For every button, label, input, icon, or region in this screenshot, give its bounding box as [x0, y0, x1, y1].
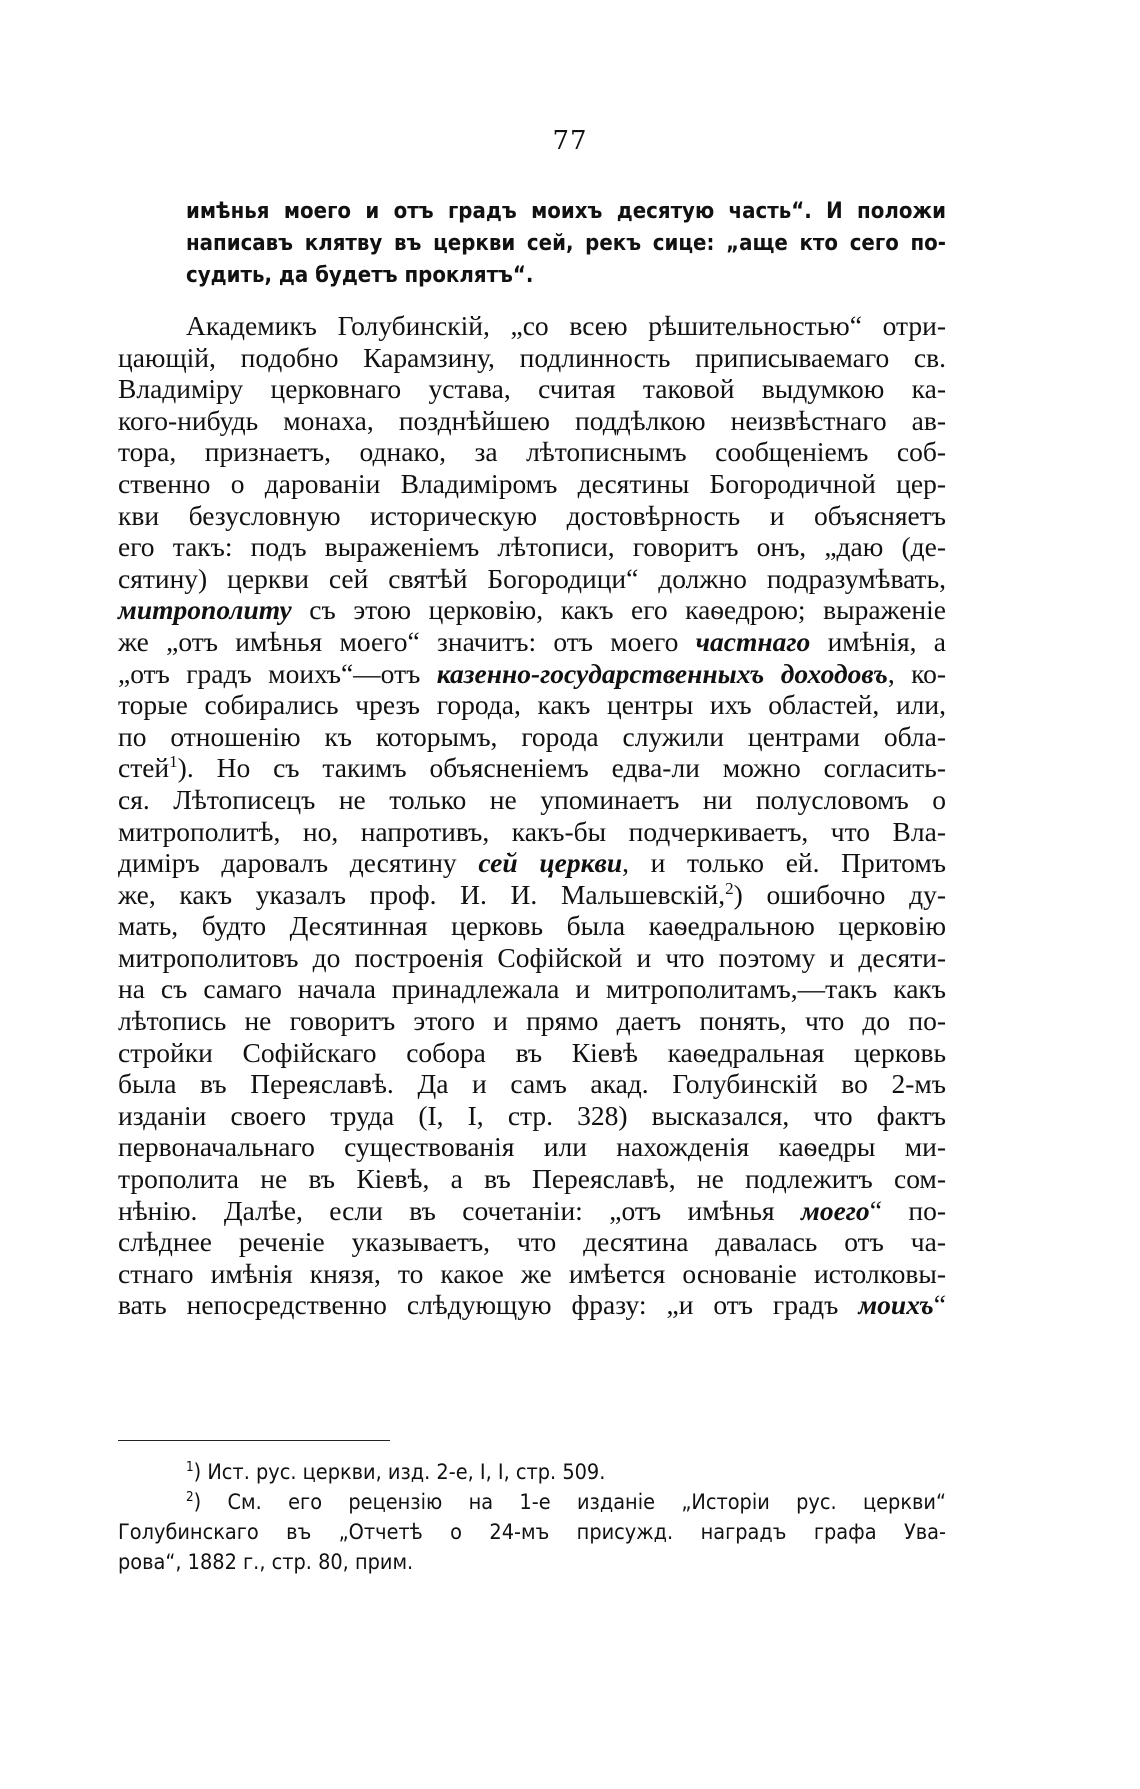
body-text-run: ) ошибочно ду-: [733, 878, 946, 910]
body-line: [118, 658, 946, 690]
footnote-marker: 2: [186, 1489, 194, 1505]
quote-line: написавъ клятву въ церкви сей, рекъ сице: „аще кто сего по-: [186, 231, 946, 256]
body-line: первоначальнаго существованія или нахожденія каѳедры ми-: [118, 1131, 946, 1163]
footnote-ref[interactable]: 1: [169, 752, 178, 772]
body-text-run: , ко-: [887, 657, 947, 689]
body-line: тора, признаетъ, однако, за лѣтописнымъ сообщеніемъ соб-: [118, 436, 946, 468]
body-text-run: нѣнію. Далѣе, если въ сочетаніи: „отъ имѣнья: [118, 1194, 801, 1226]
body-line: [118, 594, 946, 626]
quote-block: [186, 196, 946, 292]
quote-line: имѣнья моего и отъ градъ моихъ десятую часть“. И положи: [186, 199, 946, 224]
italic-phrase: частнаго: [695, 625, 811, 657]
body-line: стройки Софійскаго собора въ Кіевѣ каѳедральная церковь: [118, 1036, 946, 1068]
body-line: Академикъ Голубинскій, „со всею рѣшительностью“ отри-: [186, 310, 946, 341]
body-line: трополита не въ Кіевѣ, а въ Переяславѣ, не подлежитъ сом-: [118, 1163, 946, 1195]
body-text-run: имѣнія, а: [810, 625, 947, 657]
footnote-1: [118, 1458, 946, 1488]
body-line: кви безусловную историческую достовѣрность и объясняетъ: [118, 499, 946, 531]
body-text-run: диміръ даровалъ десятину: [118, 847, 479, 879]
quote-line: судить, да будетъ проклятъ“.: [186, 263, 534, 288]
body-text-run: же, какъ указалъ проф. И. И. Мальшевскій,: [118, 878, 726, 910]
footnote-ref[interactable]: 2: [725, 878, 734, 898]
footnote-text: ) См. его рецензію на 1-е изданіе „Исторіи рус. церкви“: [193, 1490, 946, 1515]
body-line: его такъ: подъ выраженіемъ лѣтописи, говоритъ онъ, „даю (де-: [118, 531, 946, 563]
body-line: митрополитовъ до построенія Софійской и что поэтому и десяти-: [118, 941, 946, 973]
body-text-run: вать непосредственно слѣдующую фразу: „и отъ градъ: [118, 1289, 859, 1321]
body-line: сятину) церкви сей святѣй Богородици“ должно подразумѣвать,: [118, 562, 946, 594]
body-line: слѣднее реченіе указываетъ, что десятина давалась отъ ча-: [118, 1226, 946, 1258]
body-text-run: ). Но съ такимъ объясненіемъ едва-ли можно согласить-: [177, 752, 946, 784]
footnote-2: [118, 1488, 946, 1518]
footnote-text: ) Ист. рус. церкви, изд. 2-е, I, I, стр. 509.: [193, 1460, 606, 1485]
body-line: изданіи своего труда (I, I, стр. 328) высказался, что фактъ: [118, 1099, 946, 1131]
body-line: стнаго имѣнія князя, то какое же имѣется основаніе истолковы-: [118, 1257, 946, 1289]
body-line: мать, будто Десятинная церковь была каѳедральною церковію: [118, 910, 946, 942]
italic-phrase: моихъ: [858, 1289, 934, 1321]
body-line: по отношенію къ которымъ, города служили центрами обла-: [118, 720, 946, 752]
body-text-run: „отъ градъ моихъ“—отъ: [118, 657, 437, 689]
italic-phrase: митрополиту: [118, 594, 292, 626]
body-line: торые собирались чрезъ города, какъ центры ихъ областей, или,: [118, 689, 946, 721]
body-text-run: , и только ей. Притомъ: [622, 847, 946, 879]
body-text-run: стей: [118, 752, 170, 784]
body-text-run: “ по-: [869, 1194, 946, 1226]
body-line: цающій, подобно Карамзину, подлинность приписываемаго св.: [118, 341, 946, 373]
body-line: ся. Лѣтописецъ не только не упоминаетъ ни полусловомъ о: [118, 783, 946, 815]
footnote-divider: [118, 1440, 390, 1441]
body-line: Владиміру церковнаго устава, считая таковой выдумкою ка-: [118, 373, 946, 405]
body-text-run: съ этою церковію, какъ его каѳедрою; выраженіе: [291, 594, 946, 626]
footnote-marker: 1: [186, 1459, 194, 1475]
body-line: [118, 1195, 946, 1227]
body-text-run: же „отъ имѣнья моего“ значитъ: отъ моего: [118, 625, 696, 657]
body-line: митрополитѣ, но, напротивъ, какъ-бы подчеркиваетъ, что Вла-: [118, 815, 946, 847]
body-line: [118, 879, 946, 911]
body-line: кого-нибудь монаха, позднѣйшею поддѣлкою неизвѣстнаго ав-: [118, 404, 946, 436]
body-line: [118, 1289, 946, 1321]
footnote-2-continued: рова“, 1882 г., стр. 80, прим.: [118, 1550, 414, 1575]
main-paragraph: [118, 310, 946, 1321]
footnotes: [118, 1458, 946, 1578]
body-line: [118, 847, 946, 879]
italic-phrase: сей церкви: [478, 847, 623, 879]
italic-phrase: казенно-государственныхъ доходовъ: [436, 657, 888, 689]
page-number: 77: [552, 126, 588, 156]
body-line: [118, 626, 946, 658]
body-line: лѣтопись не говоритъ этого и прямо даетъ понять, что до по-: [118, 1005, 946, 1037]
body-line: [118, 752, 946, 784]
body-text-run: “: [933, 1289, 946, 1321]
body-line: ственно о дарованіи Владиміромъ десятины Богородичной цер-: [118, 467, 946, 499]
body-line: на съ самаго начала принадлежала и митрополитамъ,—такъ какъ: [118, 973, 946, 1005]
body-line: была въ Переяславѣ. Да и самъ акад. Голубинскій во 2-мъ: [118, 1068, 946, 1100]
italic-phrase: моего: [800, 1194, 870, 1226]
footnote-2-continued: Голубинскаго въ „Отчетѣ о 24-мъ присужд. наградъ графа Ува-: [118, 1520, 946, 1545]
